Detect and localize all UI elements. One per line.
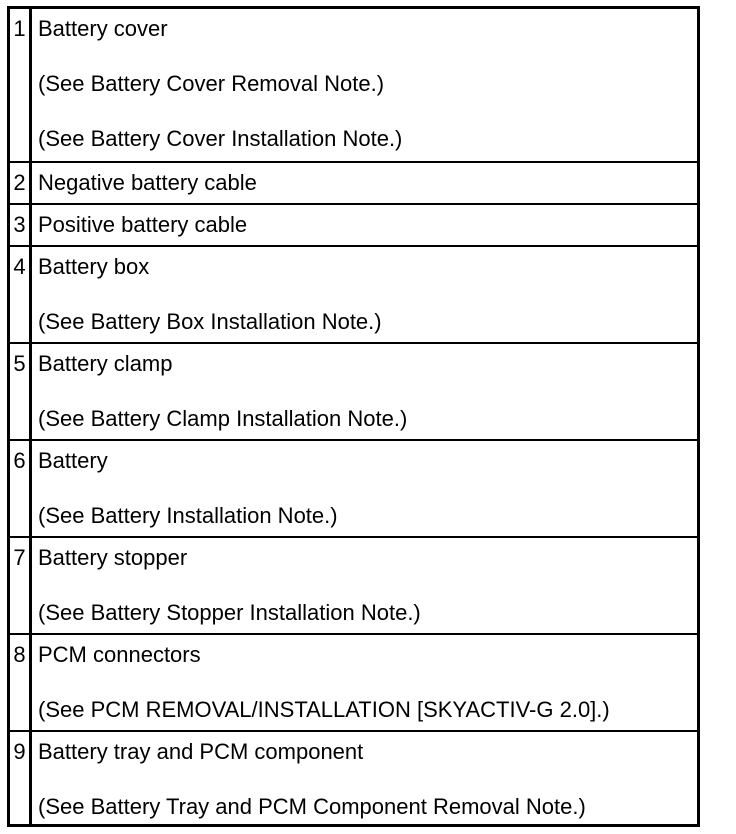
table-row — [10, 439, 697, 536]
item-name: Battery cover — [38, 16, 168, 41]
item-number: 2 — [10, 163, 32, 203]
item-description — [32, 9, 697, 161]
item-description — [32, 247, 697, 342]
table-row — [10, 161, 697, 203]
item-description — [32, 441, 697, 536]
item-description — [32, 344, 697, 439]
item-number: 4 — [10, 247, 32, 342]
item-note-link[interactable]: (See PCM REMOVAL/INSTALLATION [SKYACTIV-G 2.0].) — [38, 697, 610, 722]
item-number: 6 — [10, 441, 32, 536]
table-row — [10, 633, 697, 730]
table-row — [10, 342, 697, 439]
table-row — [10, 730, 697, 824]
table-row — [10, 9, 697, 161]
item-description — [32, 732, 697, 824]
item-description — [32, 205, 697, 245]
item-number: 3 — [10, 205, 32, 245]
item-note-link[interactable]: (See Battery Cover Installation Note.) — [38, 126, 403, 151]
item-description — [32, 163, 697, 203]
item-note-link[interactable]: (See Battery Tray and PCM Component Removal Note.) — [38, 794, 586, 819]
table-row — [10, 203, 697, 245]
item-name: Battery clamp — [38, 351, 173, 376]
item-note-link[interactable]: (See Battery Clamp Installation Note.) — [38, 406, 408, 431]
item-number: 1 — [10, 9, 32, 161]
item-name: Negative battery cable — [38, 170, 257, 195]
item-number: 7 — [10, 538, 32, 633]
item-name: Battery — [38, 448, 108, 473]
item-name: Battery box — [38, 254, 150, 279]
item-note-link[interactable]: (See Battery Box Installation Note.) — [38, 309, 382, 334]
parts-table — [7, 6, 700, 827]
item-name: Battery tray and PCM component — [38, 739, 364, 764]
table-row — [10, 245, 697, 342]
table-row — [10, 536, 697, 633]
item-note-link[interactable]: (See Battery Installation Note.) — [38, 503, 338, 528]
item-note-link[interactable]: (See Battery Cover Removal Note.) — [38, 71, 385, 96]
item-name: Battery stopper — [38, 545, 188, 570]
item-number: 8 — [10, 635, 32, 730]
item-description — [32, 538, 697, 633]
item-description — [32, 635, 697, 730]
item-name: Positive battery cable — [38, 212, 248, 237]
item-number: 9 — [10, 732, 32, 824]
item-number: 5 — [10, 344, 32, 439]
item-note-link[interactable]: (See Battery Stopper Installation Note.) — [38, 600, 421, 625]
item-name: PCM connectors — [38, 642, 201, 667]
